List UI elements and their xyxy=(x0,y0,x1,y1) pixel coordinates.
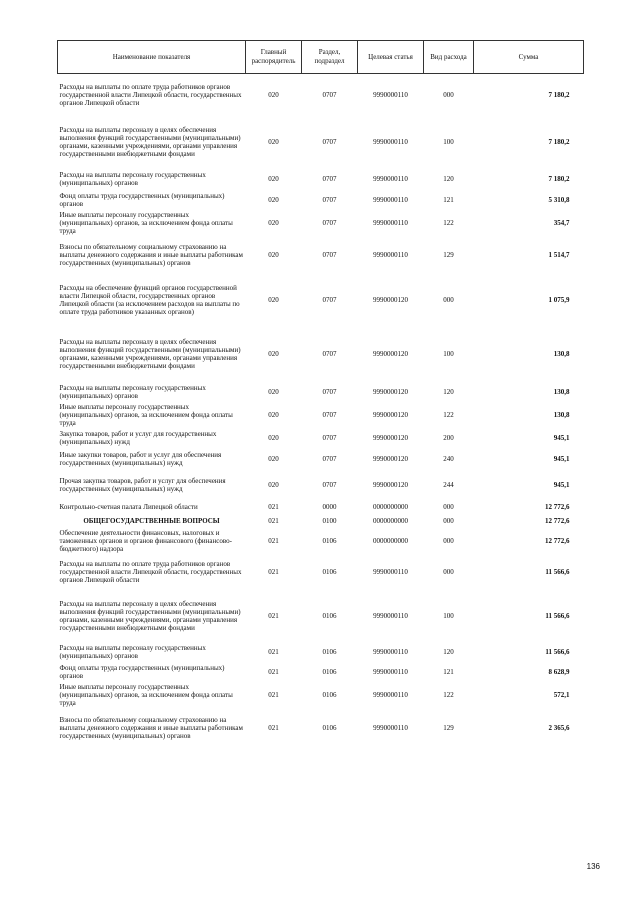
cell-target: 9990000120 xyxy=(373,349,408,358)
cell-section: 0707 xyxy=(322,195,337,204)
cell-target: 9990000120 xyxy=(373,387,408,396)
cell-sum: 130,8 xyxy=(553,349,570,358)
cell-expense: 100 xyxy=(443,137,454,146)
cell-name: Расходы на выплаты персоналу государственных (муниципальных) органов xyxy=(59,643,206,660)
cell-admin: 021 xyxy=(268,567,279,576)
page-number: 136 xyxy=(586,862,600,871)
cell-name: Прочая закупка товаров, работ и услуг для обеспечения государственных (муниципальных) нужд xyxy=(59,476,226,493)
cell-section: 0106 xyxy=(322,567,337,576)
cell-expense: 000 xyxy=(443,90,454,99)
cell-admin: 020 xyxy=(268,433,279,442)
cell-name: Фонд оплаты труда государственных (муниципальных) органов xyxy=(59,663,225,680)
cell-expense: 200 xyxy=(443,433,454,442)
table-row xyxy=(58,190,584,210)
cell-expense: 122 xyxy=(443,410,454,419)
cell-sum: 1 075,9 xyxy=(548,295,570,304)
cell-admin: 020 xyxy=(268,295,279,304)
cell-sum: 11 566,6 xyxy=(545,647,570,656)
table-row xyxy=(58,642,584,662)
cell-expense: 129 xyxy=(443,723,454,732)
cell-name: Расходы на выплаты персоналу в целях обеспечения выполнения функций государственными (муниципальными) органами, казенными учреждениями, органами управления государственными внебюджетными фондами xyxy=(59,125,241,158)
cell-expense: 129 xyxy=(443,250,454,259)
cell-target: 9990000110 xyxy=(373,218,408,227)
cell-name: Иные выплаты персоналу государственных (муниципальных) органов, за исключением фонда оплаты труда xyxy=(59,402,233,427)
table-row xyxy=(58,590,584,642)
cell-admin: 020 xyxy=(268,137,279,146)
cell-section: 0106 xyxy=(322,723,337,732)
cell-expense: 000 xyxy=(443,516,454,525)
table-row xyxy=(58,116,584,168)
cell-name: Фонд оплаты труда государственных (муниципальных) органов xyxy=(59,191,225,208)
cell-sum: 5 310,8 xyxy=(548,195,570,204)
cell-admin: 021 xyxy=(268,502,279,511)
cell-section: 0100 xyxy=(322,516,337,525)
cell-expense: 000 xyxy=(443,502,454,511)
cell-sum: 7 180,2 xyxy=(548,90,570,99)
cell-sum: 130,8 xyxy=(553,410,570,419)
cell-sum: 945,1 xyxy=(553,454,570,463)
cell-sum: 1 514,7 xyxy=(548,250,570,259)
table-row xyxy=(58,428,584,448)
table-row xyxy=(58,514,584,528)
cell-sum: 7 180,2 xyxy=(548,174,570,183)
cell-section: 0106 xyxy=(322,690,337,699)
cell-sum: 12 772,6 xyxy=(545,536,570,545)
table-row xyxy=(58,662,584,682)
cell-name: Расходы на выплаты персоналу в целях обеспечения выполнения функций государственными (муниципальными) органами, казенными учреждениями, органами управления государственными внебюджетными фондами xyxy=(59,337,241,370)
cell-target: 9990000120 xyxy=(373,295,408,304)
budget-table xyxy=(57,40,584,748)
cell-sum: 12 772,6 xyxy=(545,502,570,511)
cell-sum: 130,8 xyxy=(553,387,570,396)
cell-name: Закупка товаров, работ и услуг для государственных (муниципальных) нужд xyxy=(59,429,217,446)
cell-target: 9990000120 xyxy=(373,454,408,463)
cell-admin: 020 xyxy=(268,349,279,358)
cell-target: 9990000110 xyxy=(373,611,408,620)
cell-name: Расходы на выплаты по оплате труда работников органов государственной власти Липецкой области, государственных органов Липецкой области xyxy=(59,82,242,107)
cell-admin: 021 xyxy=(268,723,279,732)
cell-section: 0707 xyxy=(322,295,337,304)
cell-name: Расходы на обеспечение функций органов государственной власти Липецкой области, государственных органов Липецкой области (за исключением расходов на выплаты по оплате труда работников указанных органов) xyxy=(59,283,240,316)
cell-name: Иные выплаты персоналу государственных (муниципальных) органов, за исключением фонда оплаты труда xyxy=(59,682,233,707)
cell-section: 0707 xyxy=(322,218,337,227)
cell-section: 0106 xyxy=(322,667,337,676)
table-row xyxy=(58,74,584,116)
cell-sum: 7 180,2 xyxy=(548,137,570,146)
cell-admin: 020 xyxy=(268,454,279,463)
cell-name: ОБЩЕГОСУДАРСТВЕННЫЕ ВОПРОСЫ xyxy=(83,516,220,525)
table-row xyxy=(58,402,584,428)
table-row xyxy=(58,500,584,514)
cell-sum: 11 566,6 xyxy=(545,567,570,576)
header-section: Раздел, подраздел xyxy=(302,41,358,74)
cell-sum: 572,1 xyxy=(553,690,570,699)
cell-section: 0707 xyxy=(322,250,337,259)
cell-name: Обеспечение деятельности финансовых, налоговых и таможенных органов и органов финансового (финансово-бюджетного) надзора xyxy=(59,528,232,553)
cell-target: 9990000110 xyxy=(373,195,408,204)
cell-section: 0707 xyxy=(322,454,337,463)
table-row xyxy=(58,236,584,274)
cell-admin: 021 xyxy=(268,536,279,545)
cell-target: 0000000000 xyxy=(373,536,408,545)
cell-admin: 021 xyxy=(268,690,279,699)
cell-name: Расходы на выплаты персоналу государственных (муниципальных) органов xyxy=(59,383,206,400)
cell-name: Взносы по обязательному социальному страхованию на выплаты денежного содержания и иные выплаты работникам государственных (муниципальных) органов xyxy=(59,715,243,740)
cell-sum: 12 772,6 xyxy=(545,516,570,525)
cell-target: 9990000120 xyxy=(373,480,408,489)
table-row xyxy=(58,470,584,500)
table-row xyxy=(58,382,584,402)
cell-target: 9990000110 xyxy=(373,667,408,676)
cell-admin: 020 xyxy=(268,387,279,396)
cell-expense: 000 xyxy=(443,567,454,576)
cell-expense: 100 xyxy=(443,611,454,620)
table-row xyxy=(58,682,584,708)
cell-section: 0707 xyxy=(322,410,337,419)
cell-expense: 244 xyxy=(443,480,454,489)
cell-name: Контрольно-счетная палата Липецкой области xyxy=(59,502,198,511)
cell-target: 9990000120 xyxy=(373,410,408,419)
table-header-row xyxy=(58,41,584,74)
cell-section: 0707 xyxy=(322,387,337,396)
cell-target: 9990000110 xyxy=(373,90,408,99)
cell-expense: 000 xyxy=(443,295,454,304)
cell-admin: 020 xyxy=(268,480,279,489)
cell-section: 0707 xyxy=(322,137,337,146)
cell-expense: 120 xyxy=(443,387,454,396)
cell-sum: 11 566,6 xyxy=(545,611,570,620)
table-row xyxy=(58,554,584,590)
cell-expense: 121 xyxy=(443,667,454,676)
table-row xyxy=(58,326,584,382)
cell-sum: 8 628,9 xyxy=(548,667,570,676)
cell-expense: 240 xyxy=(443,454,454,463)
cell-target: 9990000110 xyxy=(373,723,408,732)
cell-sum: 945,1 xyxy=(553,480,570,489)
cell-target: 9990000110 xyxy=(373,690,408,699)
cell-admin: 020 xyxy=(268,195,279,204)
cell-expense: 122 xyxy=(443,690,454,699)
cell-target: 9990000110 xyxy=(373,250,408,259)
table-row xyxy=(58,210,584,236)
cell-section: 0106 xyxy=(322,647,337,656)
cell-name: Иные выплаты персоналу государственных (муниципальных) органов, за исключением фонда оплаты труда xyxy=(59,210,233,235)
cell-target: 9990000110 xyxy=(373,567,408,576)
cell-section: 0106 xyxy=(322,611,337,620)
cell-name: Расходы на выплаты персоналу государственных (муниципальных) органов xyxy=(59,170,206,187)
cell-section: 0707 xyxy=(322,174,337,183)
cell-admin: 021 xyxy=(268,516,279,525)
cell-section: 0000 xyxy=(322,502,337,511)
cell-section: 0707 xyxy=(322,480,337,489)
cell-sum: 354,7 xyxy=(553,218,570,227)
table-row xyxy=(58,528,584,554)
cell-expense: 100 xyxy=(443,349,454,358)
cell-sum: 2 365,6 xyxy=(548,723,570,732)
cell-target: 0000000000 xyxy=(373,516,408,525)
cell-expense: 122 xyxy=(443,218,454,227)
cell-expense: 120 xyxy=(443,647,454,656)
table-row xyxy=(58,274,584,326)
cell-target: 9990000110 xyxy=(373,174,408,183)
cell-sum: 945,1 xyxy=(553,433,570,442)
cell-target: 0000000000 xyxy=(373,502,408,511)
cell-target: 9990000120 xyxy=(373,433,408,442)
cell-name: Взносы по обязательному социальному страхованию на выплаты денежного содержания и иные выплаты работникам государственных (муниципальных) органов xyxy=(59,242,243,267)
cell-name: Расходы на выплаты по оплате труда работников органов государственной власти Липецкой области, государственных органов Липецкой области xyxy=(59,559,242,584)
header-target: Целевая статья xyxy=(358,41,424,74)
cell-expense: 121 xyxy=(443,195,454,204)
table-row xyxy=(58,448,584,470)
cell-admin: 020 xyxy=(268,410,279,419)
cell-admin: 020 xyxy=(268,90,279,99)
cell-section: 0707 xyxy=(322,349,337,358)
header-admin: Главный распорядитель xyxy=(246,41,302,74)
cell-name: Иные закупки товаров, работ и услуг для обеспечения государственных (муниципальных) нужд xyxy=(59,450,222,467)
cell-section: 0106 xyxy=(322,536,337,545)
cell-target: 9990000110 xyxy=(373,647,408,656)
cell-admin: 021 xyxy=(268,667,279,676)
cell-section: 0707 xyxy=(322,433,337,442)
table-row xyxy=(58,168,584,190)
table-body xyxy=(58,74,584,748)
cell-admin: 020 xyxy=(268,174,279,183)
cell-admin: 020 xyxy=(268,250,279,259)
cell-section: 0707 xyxy=(322,90,337,99)
cell-admin: 021 xyxy=(268,647,279,656)
cell-expense: 000 xyxy=(443,536,454,545)
header-expense: Вид расхода xyxy=(424,41,474,74)
cell-target: 9990000110 xyxy=(373,137,408,146)
cell-admin: 021 xyxy=(268,611,279,620)
header-name: Наименование показателя xyxy=(58,41,246,74)
table-row xyxy=(58,708,584,748)
header-sum: Сумма xyxy=(474,41,584,74)
cell-name: Расходы на выплаты персоналу в целях обеспечения выполнения функций государственными (муниципальными) органами, казенными учреждениями, органами управления государственными внебюджетными фондами xyxy=(59,599,241,632)
cell-admin: 020 xyxy=(268,218,279,227)
cell-expense: 120 xyxy=(443,174,454,183)
